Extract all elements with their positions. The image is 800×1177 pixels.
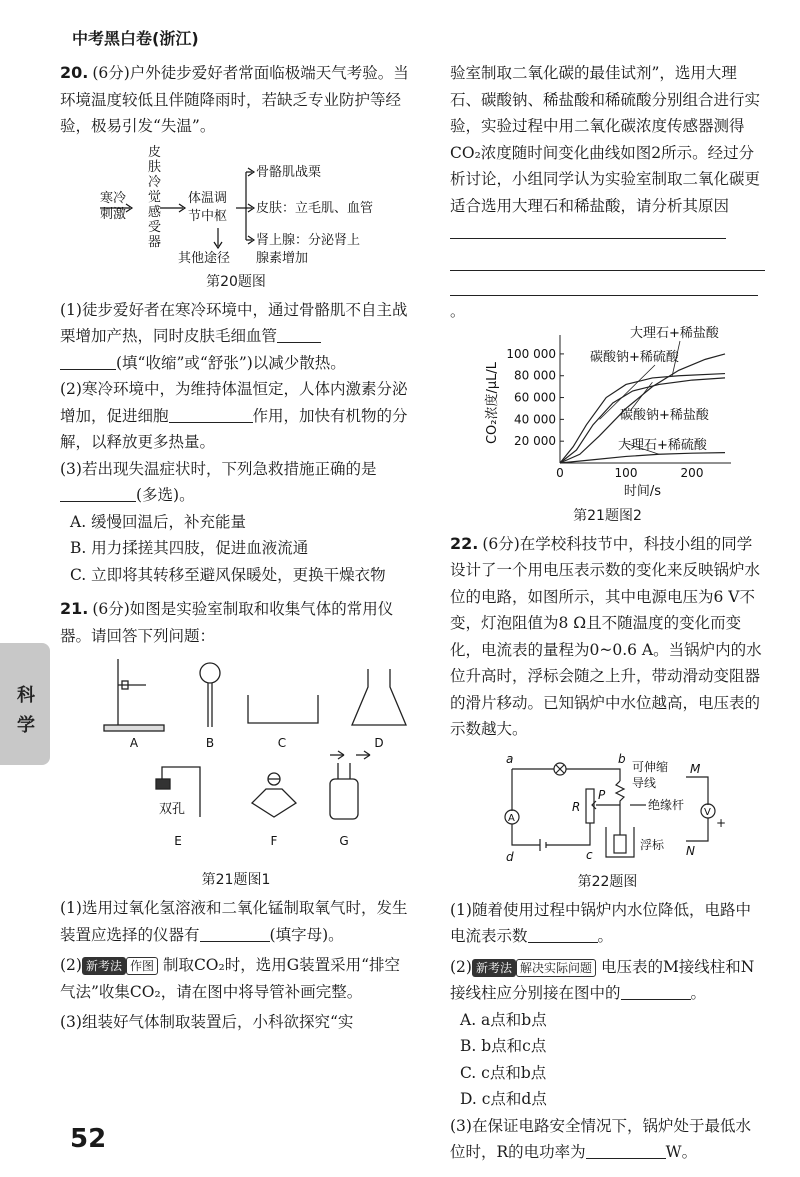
series-line — [560, 452, 725, 462]
center-label: 体温调 — [188, 190, 228, 206]
answer-line[interactable] — [450, 246, 765, 271]
q21-part3-start: (3)组装好气体制取装置后，小科欲探究“实 — [60, 1013, 354, 1031]
new-method-tag: 新考法 — [472, 959, 516, 977]
receptor-char: 皮 — [148, 144, 162, 160]
q21-part3-cont: 验室制取二氧化碳的最佳试剂”，选用大理石、碳酸钠、稀盐酸和稀硫酸分别组合进行实验，实验过程中用二氧化碳浓度传感器测得CO₂浓度随时间变化曲线如图2所示。经过分析讨论，小组同学认为实验室制取二氧化碳更适合选用大理石和稀盐酸，请分析其原因 — [450, 60, 765, 246]
node-a-label: a — [506, 751, 514, 766]
q22-part3: (3)在保证电路安全情况下，锅炉处于最低水位时，R的电功率为 W。 — [450, 1116, 751, 1161]
resistor-R-label: R — [572, 799, 581, 814]
receptor-char: 冷 — [148, 174, 162, 190]
q21-number: 21. — [60, 599, 89, 618]
x-tick-label: 100 — [614, 465, 638, 480]
left-column — [60, 60, 412, 1036]
apparatus-label-B: B — [205, 736, 215, 750]
answer-blank[interactable] — [528, 926, 598, 943]
practical-problem-tag: 解决实际问题 — [516, 959, 596, 977]
apparatus-label-A: A — [129, 736, 139, 750]
spring-wire-label: 可伸缩 — [632, 759, 669, 774]
answer-blank[interactable] — [621, 983, 691, 1000]
answer-blank[interactable] — [60, 485, 136, 502]
receptor-char: 觉 — [148, 189, 162, 205]
y-tick-label: 60 000 — [514, 390, 556, 405]
output-label: 腺素增加 — [256, 250, 309, 266]
q20-stem: 20. (6分)户外徒步爱好者常面临极端天气考验。当环境温度较低且伴随降雨时，若缺乏专业防护等经验，极易引发“失温”。 — [60, 63, 409, 135]
node-b-label: b — [618, 751, 626, 766]
receptor-char: 肤 — [148, 159, 162, 175]
q22-number: 22. — [450, 533, 479, 553]
q21-part2: (2) 新考法 作图 制取CO₂时，选用G装置采用“排空气法”收集CO₂，请在图中将导管补画完整。 — [60, 956, 401, 1001]
q20-part1: (1)徒步爱好者在寒冷环境中，通过骨骼肌不自主战栗增加产热，同时皮肤毛细血管 (填“收缩”或“舒张”)以减少散热。 — [60, 300, 408, 372]
page-number: 52 — [70, 1124, 107, 1154]
running-header: 中考黑白卷(浙江) — [72, 29, 199, 48]
q20-caption: 第20题图 — [206, 273, 266, 290]
series-label: 大理石+稀硫酸 — [618, 437, 707, 453]
q20-part3: (3)若出现失温症状时，下列急救措施正确的是(多选)。 — [60, 459, 377, 504]
drawing-tag: 作图 — [126, 957, 158, 975]
answer-blank[interactable] — [200, 925, 270, 942]
q22-part2: (2) 新考法 解决实际问题 电压表的M接线柱和N接线柱应分别接在图中的 。 — [450, 957, 755, 1002]
insulated-rod-label: 绝缘杆 — [648, 797, 685, 812]
stimulus-label: 刺激 — [100, 206, 127, 222]
series-label: 碳酸钠+稀盐酸 — [620, 407, 709, 423]
apparatus-label-C: C — [277, 736, 287, 750]
q22-option: A. a点和b点 — [460, 1010, 547, 1029]
receptor-char: 受 — [148, 219, 162, 235]
q21-apparatus-figure — [60, 655, 412, 865]
y-tick-label: 20 000 — [514, 433, 556, 448]
y-tick-label: 80 000 — [514, 368, 556, 383]
y-axis-label: CO₂浓度/μL/L — [485, 361, 500, 444]
q22-part1: (1)随着使用过程中锅炉内水位降低，电路中电流表示数 。 — [450, 900, 751, 945]
q22-option: C. c点和b点 — [460, 1063, 547, 1082]
apparatus-label-E: E — [174, 834, 182, 848]
float-label: 浮标 — [640, 837, 665, 852]
q20-option: B. 用力揉搓其四肢，促进血液流通 — [70, 539, 309, 557]
q21-part1: (1)选用过氧化氢溶液和二氧化锰制取氧气时，发生装置应选择的仪器有 (填字母)。 — [60, 899, 408, 944]
receptor-char: 感 — [148, 204, 162, 220]
receptor-label — [148, 144, 161, 250]
q20-flow-diagram — [60, 142, 412, 267]
x-tick-label: 0 — [556, 465, 564, 480]
q21-stem: 21. (6分)如图是实验室制取和收集气体的常用仪器。请回答下列问题： — [60, 599, 394, 645]
plus-terminal-label: + — [716, 815, 727, 830]
new-method-tag: 新考法 — [82, 957, 126, 975]
node-c-label: c — [586, 847, 593, 862]
q21-caption2: 第21题图2 — [573, 507, 642, 524]
node-d-label: d — [506, 849, 514, 864]
q20-option: C. 立即将其转移至避风保暖处，更换干燥衣物 — [70, 565, 386, 584]
x-tick-label: 200 — [680, 465, 704, 480]
y-tick-label: 100 000 — [506, 346, 556, 361]
output-label: 皮肤：立毛肌、血管 — [256, 200, 374, 216]
answer-line[interactable] — [450, 271, 758, 296]
output-label: 肾上腺：分泌肾上 — [256, 232, 361, 248]
receptor-char: 器 — [148, 234, 162, 250]
q20-number: 20. — [60, 63, 89, 82]
y-tick-label: 40 000 — [514, 411, 556, 426]
answer-blank[interactable] — [586, 1142, 666, 1159]
q22-stem: 22. (6分)在学校科技节中，科技小组的同学设计了一个用电压表示数的变化来反映锅炉水位的电路，如图所示，其中电源电压为6 V不变，灯泡阻值为8 Ω且不随温度的变化而变化，电流表的量程为0~0.6 A。当锅炉内的水位升高时，浮标会随之上升，带动滑动变阻器的滑片移动。已知锅炉中水位越高，电压表的示数越大。 — [450, 533, 762, 738]
answer-blank[interactable] — [60, 353, 116, 370]
output-label: 骨骼肌战栗 — [256, 164, 322, 180]
terminal-N-label: N — [686, 843, 695, 858]
slider-P-label: P — [598, 787, 606, 802]
q22-option: B. b点和c点 — [460, 1037, 547, 1055]
apparatus-label-D: D — [374, 736, 384, 750]
q22-caption: 第22题图 — [577, 873, 638, 890]
side-tab-char: 学 — [17, 715, 35, 736]
answer-blank[interactable] — [277, 326, 321, 343]
q22-option: D. c点和d点 — [460, 1090, 547, 1108]
center-label: 节中枢 — [188, 208, 228, 224]
terminal-M-label: M — [690, 761, 701, 776]
stimulus-label: 寒冷 — [100, 190, 127, 206]
spring-wire-label: 导线 — [632, 775, 657, 790]
q22-circuit-diagram — [450, 749, 765, 867]
answer-blank[interactable] — [169, 406, 253, 423]
q20-part2: (2)寒冷环境中，为维持体温恒定，人体内激素分泌增加，促进细胞 作用，加快有机物的分解，以释放更多热量。 — [60, 380, 408, 451]
apparatus-label-F: F — [270, 834, 278, 848]
side-tab-char: 科 — [17, 685, 35, 706]
series-label: 大理石+稀盐酸 — [630, 325, 719, 341]
series-label: 碳酸钠+稀硫酸 — [590, 349, 679, 365]
double-hole-label: 双孔 — [158, 802, 186, 817]
answer-blank[interactable] — [450, 222, 726, 239]
apparatus-label-G: G — [339, 834, 349, 848]
q20-option: A. 缓慢回温后，补充能量 — [70, 512, 247, 531]
voltmeter-icon: V — [704, 806, 711, 818]
subject-side-tab — [0, 643, 50, 765]
ammeter-icon: A — [508, 812, 515, 824]
co2-concentration-chart — [450, 323, 765, 501]
x-axis-label: 时间/s — [623, 483, 662, 499]
right-column: 验室制取二氧化碳的最佳试剂”，选用大理石、碳酸钠、稀盐酸和稀硫酸分别组合进行实验，实验过程中用二氧化碳浓度传感器测得CO₂浓度随时间变化曲线如图2所示。经过分析讨论，小组同学认为实验室制取二氧化碳更适合选用大理石和稀盐酸，请分析其原因 。 20 000 40 000 60 000 80 000 100 000 0 100 200 时间/s CO₂浓度/μL/L 大理石+稀盐酸 碳酸钠+稀硫酸 碳酸钠+稀盐酸 大理石+稀硫酸 第21题图2 22. (6分)在学校科技节中，科技小组的同学设计了一个用电压表示数的变化来反映锅炉水位的电路，如图所示，其中电源电压为6 V不变，灯泡阻值为8 Ω且不随温度的变化而变化，电流表的量程为0~0.6 A。当锅炉内的水位升高时，浮标会随之上升，带动滑动变阻器的滑片移动。已知锅炉中水位越高，电压表的示数越大。 a b c d P R M N V A + 可伸缩 导线 绝缘杆 浮标 第22题图 (1)随着使用过程中锅炉内水位降低，电路中电流表示数 。 (2) 新考法 解决实际问题 电压表的M接线柱和N接线柱应分别接在图中的 。 A. a点和b点 B. b点和c点 C. c点和b点 D. c点和d点 (3)在保证电路安全情况下，锅炉处于最低水位时，R的电功率为 W。 — [450, 60, 765, 1166]
other-path-label: 其他途径 — [178, 250, 231, 266]
q21-caption1: 第21题图1 — [201, 872, 271, 888]
